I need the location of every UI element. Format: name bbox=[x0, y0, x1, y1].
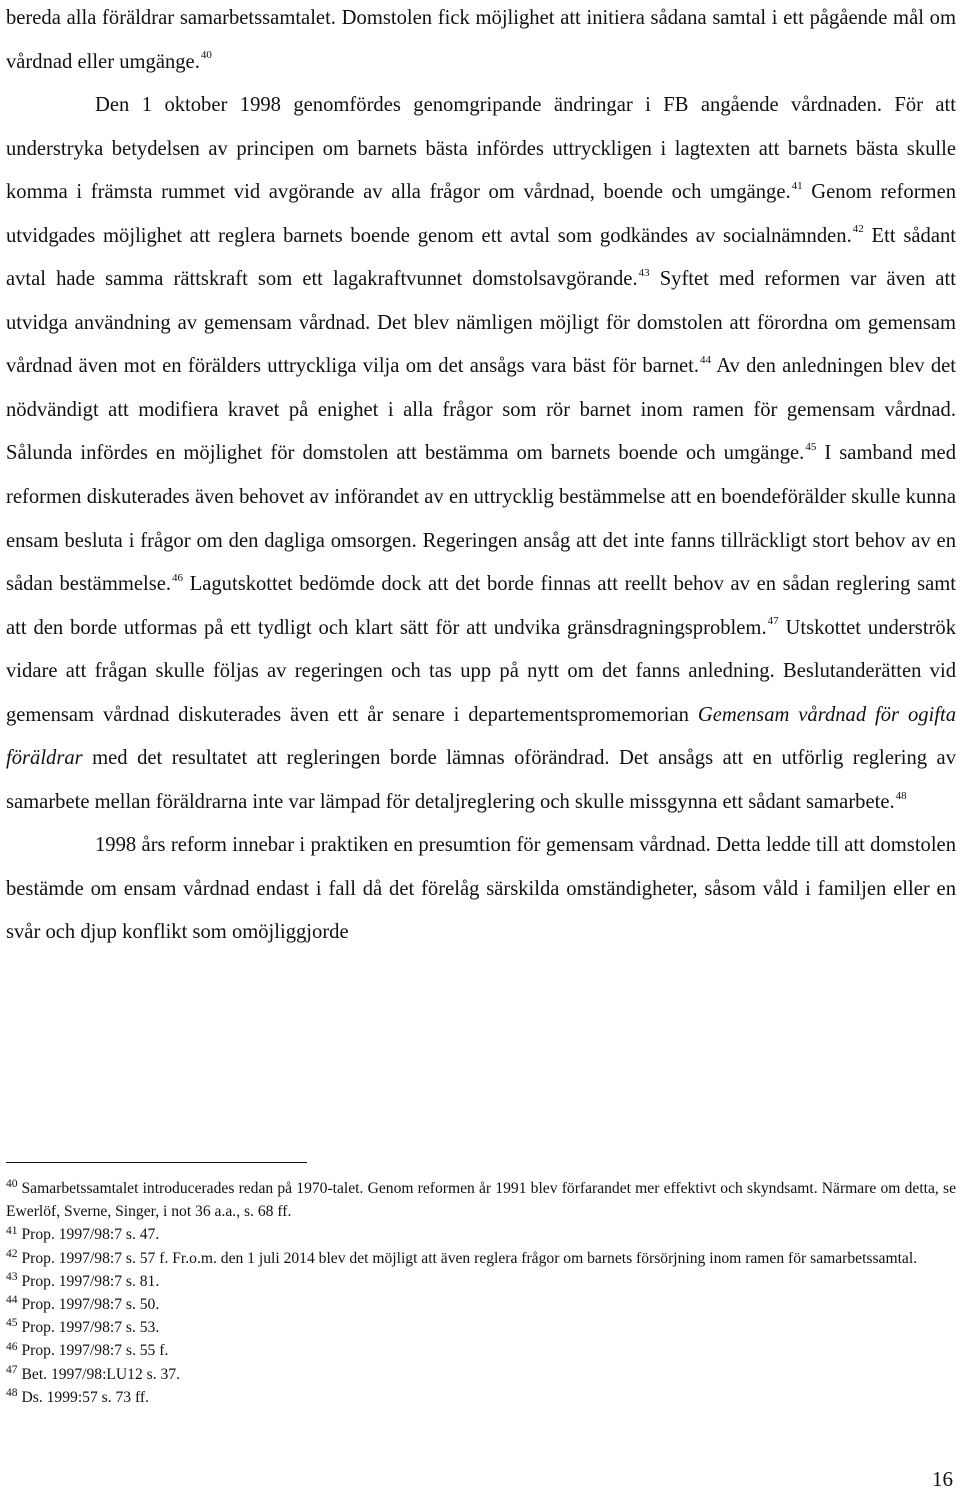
document-page bbox=[6, 0, 956, 1499]
paragraph bbox=[6, 84, 956, 824]
footnote-text: Prop. 1997/98:7 s. 50. bbox=[21, 1296, 160, 1314]
footnote-reference[interactable]: 43 bbox=[638, 266, 650, 279]
footnote-text: Prop. 1997/98:7 s. 53. bbox=[21, 1319, 160, 1337]
footnote bbox=[6, 1223, 956, 1246]
footnote-text: Bet. 1997/98:LU12 s. 37. bbox=[21, 1365, 181, 1383]
footnote bbox=[6, 1316, 956, 1339]
text-run: Genom reformen utvidgades möjlighet att reglera barnets boende genom ett avtal som godkändes av socialnämnden. bbox=[6, 181, 957, 247]
text-run: Ett sådant avtal hade samma rättskraft som ett lagakraftvunnet domstolsavgörande. bbox=[6, 224, 956, 291]
footnote-reference[interactable]: 47 bbox=[767, 615, 779, 628]
footnote bbox=[6, 1270, 956, 1293]
footnote-reference[interactable]: 44 bbox=[700, 354, 712, 367]
footnote-reference[interactable]: 41 bbox=[791, 179, 803, 192]
page-number: 16 bbox=[932, 1467, 953, 1491]
footnote-number: 42 bbox=[6, 1247, 18, 1260]
text-run: Av den anledningen blev det nödvändigt att modifiera kravet på enighet i alla frågor som rör barnet inom ramen för gemensam vårdnad. Sålunda infördes en möjlighet för domstolen att bestämma om barnets boende och umgänge. bbox=[6, 355, 956, 465]
footnote-reference[interactable]: 45 bbox=[805, 441, 817, 454]
footnote-number: 45 bbox=[6, 1317, 18, 1330]
footnote-text: Prop. 1997/98:7 s. 47. bbox=[21, 1226, 160, 1244]
text-run: 1998 års reform innebar i praktiken en presumtion för gemensam vårdnad. Detta ledde till att domstolen bestämde om ensam vårdnad endast i fall då det förelåg särskilda omständigheter, såsom våld i familjen eller en svår och djup konflikt som omöjliggjorde bbox=[6, 834, 956, 944]
footnote bbox=[6, 1339, 956, 1362]
footnote-number: 41 bbox=[6, 1224, 18, 1237]
italic-title: Gemensam vårdnad för ogifta föräldrar bbox=[6, 703, 956, 770]
footnote-number: 47 bbox=[6, 1363, 18, 1376]
footnote-text: Prop. 1997/98:7 s. 55 f. bbox=[21, 1342, 169, 1360]
footnote bbox=[6, 1363, 956, 1386]
footnote-reference[interactable]: 40 bbox=[200, 49, 212, 62]
footnote-text: Ds. 1999:57 s. 73 ff. bbox=[21, 1388, 149, 1406]
text-run: Lagutskottet bedömde dock att det borde finnas att reellt behov av en sådan reglering samt att den borde utformas på ett tydligt och klart sätt för att undvika gränsdragningsproblem. bbox=[6, 573, 956, 639]
footnote-text: Samarbetssamtalet introducerades redan på 1970-talet. Genom reformen år 1991 blev förfarandet mer effektivt och skyndsamt. Närmare om detta, se Ewerlöf, Sverne, Singer, i not 36 a.a., s. 68 ff. bbox=[6, 1180, 956, 1221]
footnote bbox=[6, 1293, 956, 1316]
footnote-reference[interactable]: 46 bbox=[172, 571, 184, 584]
footnote-text: Prop. 1997/98:7 s. 57 f. Fr.o.m. den 1 juli 2014 blev det möjligt att även reglera frågor om barnets försörjning inom ramen för samarbetssamtal. bbox=[21, 1249, 918, 1267]
footnote-number: 46 bbox=[6, 1340, 18, 1353]
footnote bbox=[6, 1177, 956, 1223]
footnote-separator bbox=[6, 1162, 307, 1163]
text-run: bereda alla föräldrar samarbetssamtalet. Domstolen fick möjlighet att initiera sådana samtal i ett pågående mål om vårdnad eller umgänge. bbox=[6, 7, 956, 73]
text-run: Den 1 oktober 1998 genomfördes genomgripande ändringar i FB angående vårdnaden. För att understryka betydelsen av principen om barnets bästa infördes uttryckligen i lagtexten att barnets bästa skulle komma i främsta rummet vid avgörande av alla frågor om vårdnad, boende och umgänge. bbox=[6, 94, 956, 204]
body-text bbox=[6, 0, 956, 955]
footnotes bbox=[6, 1177, 956, 1409]
text-run: I samband med reformen diskuterades även behovet av införandet av en uttrycklig bestämmelse att en boendeförälder skulle kunna ensam besluta i frågor om den dagliga omsorgen. Regeringen ansåg att det inte fanns tillräckligt stort behov av en sådan bestämmelse. bbox=[6, 442, 956, 596]
footnote bbox=[6, 1386, 956, 1409]
footnote-number: 48 bbox=[6, 1387, 18, 1400]
paragraph bbox=[6, 824, 956, 955]
footnote bbox=[6, 1247, 956, 1270]
footnote-number: 44 bbox=[6, 1294, 18, 1307]
footnote-reference[interactable]: 48 bbox=[895, 789, 907, 802]
footnote-number: 43 bbox=[6, 1271, 18, 1284]
paragraph bbox=[6, 0, 956, 84]
footnote-number: 40 bbox=[6, 1178, 18, 1191]
text-run: med det resultatet att regleringen borde lämnas oförändrad. Det ansågs att en utförlig reglering av samarbete mellan föräldrarna inte var lämpad för detaljreglering och skulle missgynna ett sådant samarbete. bbox=[6, 747, 956, 813]
footnote-text: Prop. 1997/98:7 s. 81. bbox=[21, 1272, 160, 1290]
footnote-reference[interactable]: 42 bbox=[852, 223, 864, 236]
text-run: Utskottet underströk vidare att frågan skulle följas av regeringen och tas upp på nytt om det fanns anledning. Beslutanderätten vid gemensam vårdnad diskuterades även ett år senare i departementspromemorian bbox=[6, 616, 956, 726]
text-run: Syftet med reformen var även att utvidga användning av gemensam vårdnad. Det blev nämligen möjligt för domstolen att förordna om gemensam vårdnad även mot en förälders uttryckliga vilja om det ansågs vara bäst för barnet. bbox=[6, 268, 957, 378]
